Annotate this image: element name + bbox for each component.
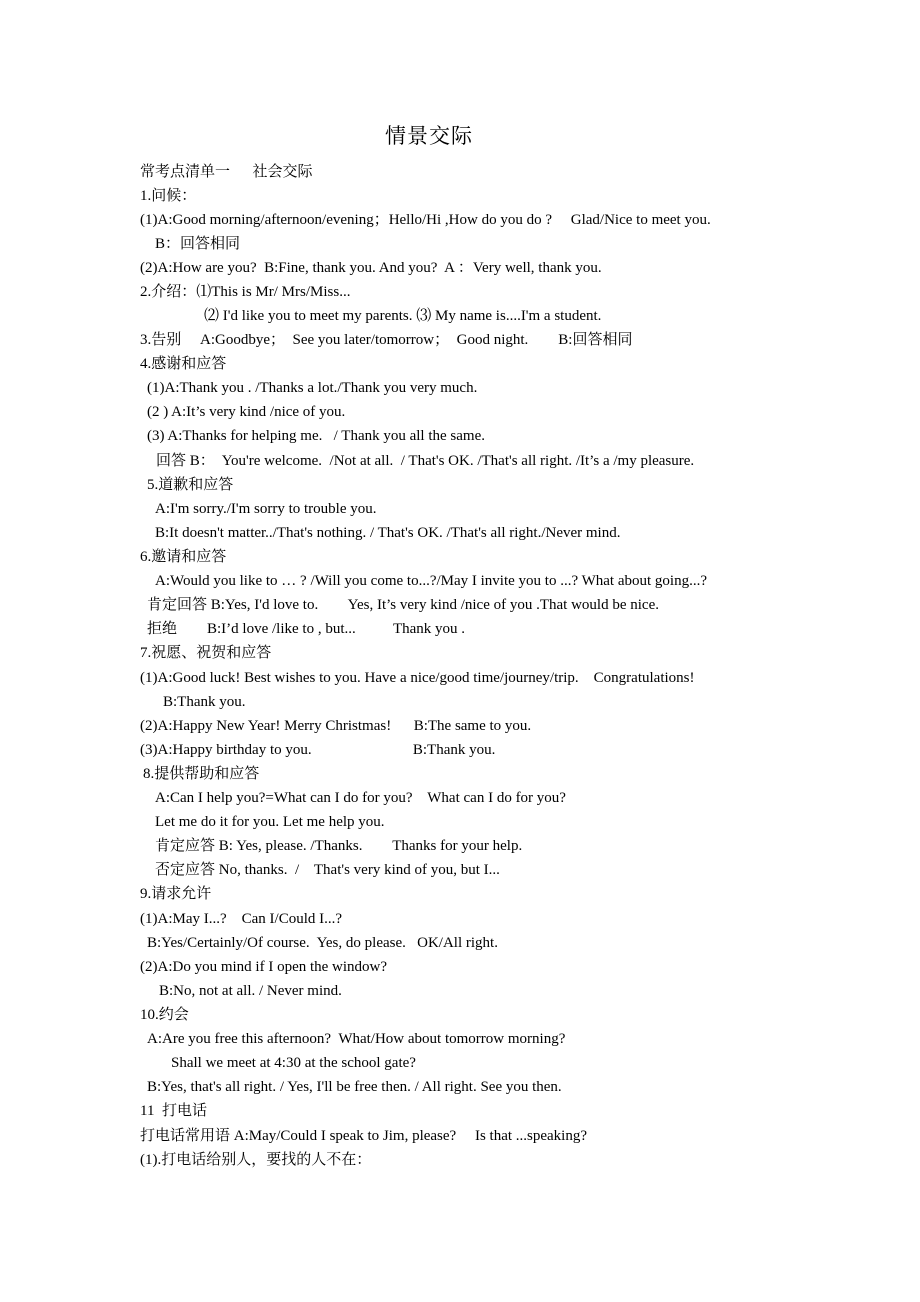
text-line: Let me do it for you. Let me help you. bbox=[155, 814, 385, 830]
text-line: 打电话常用语 A:May/Could I speak to Jim, please? Is that ...speaking? bbox=[140, 1128, 588, 1144]
text-line: 肯定应答 B: Yes, please. /Thanks. Thanks for your help. bbox=[155, 838, 523, 854]
text-line: B:Thank you. bbox=[163, 694, 246, 710]
text-line: (2)A:Do you mind if I open the window? bbox=[140, 959, 388, 975]
text-line: 否定应答 No, thanks. / That's very kind of you, but I... bbox=[155, 862, 500, 878]
text-line: (1)A:Good morning/afternoon/evening；Hello/Hi ,How do you do ? Glad/Nice to meet you. bbox=[140, 212, 711, 228]
text-line: B：回答相同 bbox=[155, 236, 241, 252]
text-line: (2)A:Happy New Year! Merry Christmas! B:The same to you. bbox=[140, 718, 532, 734]
topic-heading: 9.请求允许 bbox=[140, 886, 212, 902]
text-line: B:It doesn't matter../That's nothing. / That's OK. /That's all right./Never mind. bbox=[155, 525, 621, 541]
text-line: (1)A:Thank you . /Thanks a lot./Thank you very much. bbox=[147, 380, 478, 396]
section-heading: 常考点清单一 社会交际 bbox=[140, 164, 313, 180]
text-line: A:Can I help you?=What can I do for you? What can I do for you? bbox=[155, 790, 566, 806]
topic-heading: 2.介绍：⑴This is Mr/ Mrs/Miss... bbox=[140, 284, 351, 300]
text-line: A:I'm sorry./I'm sorry to trouble you. bbox=[155, 501, 377, 517]
topic-heading: 4.感谢和应答 bbox=[140, 356, 227, 372]
text-line: (2 ) A:It’s very kind /nice of you. bbox=[147, 404, 346, 420]
text-line: B:Yes, that's all right. / Yes, I'll be free then. / All right. See you then. bbox=[147, 1079, 562, 1095]
text-line: A:Are you free this afternoon? What/How about tomorrow morning? bbox=[147, 1031, 566, 1047]
text-line: (3) A:Thanks for helping me. / Thank you all the same. bbox=[147, 428, 485, 444]
text-line: A:Would you like to … ? /Will you come to...?/May I invite you to ...? What about going...? bbox=[155, 573, 707, 589]
topic-heading: 1.问候： bbox=[140, 188, 197, 204]
text-line: 回答 B： You're welcome. /Not at all. / That's OK. /That's all right. /It’s a /my pleasure. bbox=[156, 453, 695, 469]
text-line: (3)A:Happy birthday to you. B:Thank you. bbox=[140, 742, 496, 758]
text-line: ⑵ I'd like you to meet my parents. ⑶ My name is....I'm a student. bbox=[204, 308, 602, 324]
text-line: (1)A:Good luck! Best wishes to you. Have a nice/good time/journey/trip. Congratulations! bbox=[140, 670, 695, 686]
topic-heading: 3.告别 A:Goodbye； See you later/tomorrow； Good night. B:回答相同 bbox=[140, 332, 633, 348]
topic-heading: 5.道歉和应答 bbox=[147, 477, 234, 493]
topic-heading: 6.邀请和应答 bbox=[140, 549, 227, 565]
topic-heading: 11 打电话 bbox=[140, 1103, 207, 1119]
text-line: 拒绝 B:I’d love /like to , but... Thank you . bbox=[147, 621, 466, 637]
text-line: B:Yes/Certainly/Of course. Yes, do please. OK/All right. bbox=[147, 935, 498, 951]
page-title: 情景交际 bbox=[385, 124, 473, 148]
text-line: (1).打电话给别人，要找的人不在： bbox=[140, 1152, 372, 1168]
topic-heading: 8.提供帮助和应答 bbox=[143, 766, 260, 782]
text-line: 肯定回答 B:Yes, I'd love to. Yes, It’s very kind /nice of you .That would be nice. bbox=[147, 597, 659, 613]
text-line: Shall we meet at 4:30 at the school gate? bbox=[171, 1055, 416, 1071]
text-line: (1)A:May I...? Can I/Could I...? bbox=[140, 911, 343, 927]
topic-heading: 7.祝愿、祝贺和应答 bbox=[140, 645, 272, 661]
text-line: (2)A:How are you? B:Fine, thank you. And you? A ：Very well, thank you. bbox=[140, 260, 602, 276]
text-line: B:No, not at all. / Never mind. bbox=[159, 983, 342, 999]
topic-heading: 10.约会 bbox=[140, 1007, 189, 1023]
